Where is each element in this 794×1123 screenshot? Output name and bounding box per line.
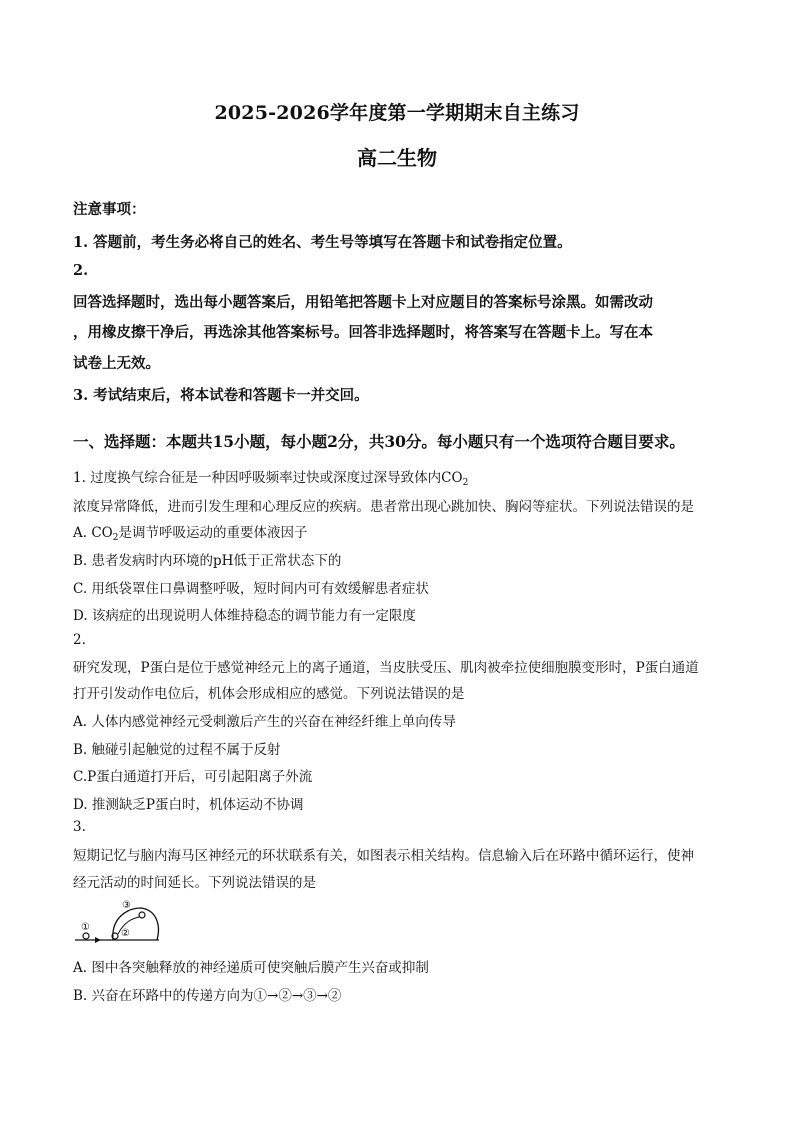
q2-option-b: B. 触碰引起触觉的过程不属于反射 — [73, 742, 281, 758]
q1-option-a — [73, 521, 733, 543]
q1-option-b: B. 患者发病时内环境的pH低于正常状态下的 — [73, 553, 342, 569]
notice-heading: 注意事项： — [73, 201, 146, 218]
q1-stem-text: 1. 过度换气综合征是一种因呼吸频率过快或深度过深导致体内CO — [73, 470, 463, 486]
section-1-heading: 一、选择题：本题共15小题，每小题2分，共30分。每小题只有一个选项符合题目要求。 — [73, 432, 685, 451]
notice-item-2-line-2: ，用橡皮擦干净后，再选涂其他答案标号。回答非选择题时，将答案写在答题卡上。写在本 — [73, 324, 653, 341]
label-3: ③ — [122, 900, 131, 911]
label-1: ① — [81, 922, 90, 933]
q2-option-d: D. 推测缺乏P蛋白时，机体运动不协调 — [73, 797, 304, 813]
q2-option-a: A. 人体内感觉神经元受刺激后产生的兴奋在神经纤维上单向传导 — [73, 714, 456, 730]
notice-item-2-line-1: 回答选择题时，选出每小题答案后，用铅笔把答题卡上对应题目的答案标号涂黑。如需改动 — [73, 294, 653, 311]
loop-arc — [113, 908, 159, 940]
exam-subject: 高二生物 — [357, 146, 437, 170]
q1-option-a-subscript: 2 — [112, 533, 119, 543]
q1-option-d: D. 该病症的出现说明人体维持稳态的调节能力有一定限度 — [73, 608, 416, 624]
arrow-icon — [95, 937, 101, 943]
notice-item-2-number: 2. — [73, 262, 89, 279]
q1-option-a-post: 是调节呼吸运动的重要体液因子 — [118, 525, 308, 541]
notice-item-1: 1. 答题前，考生务必将自己的姓名、考生号等填写在答题卡和试卷指定位置。 — [73, 234, 572, 251]
notice-item-2-line-3: 试卷上无效。 — [73, 355, 160, 372]
q3-stem-line-1: 短期记忆与脑内海马区神经元的环状联系有关，如图表示相关结构。信息输入后在环路中循环运行，使神 — [73, 848, 694, 864]
q2-option-c: C.P蛋白通道打开后，可引起阳离子外流 — [73, 769, 313, 785]
neural-loop-diagram — [73, 896, 163, 948]
q3-option-a: A. 图中各突触释放的神经递质可使突触后膜产生兴奋或抑制 — [73, 960, 429, 976]
neuron-3 — [139, 912, 145, 918]
q2-stem-line-1: 研究发现，P蛋白是位于感觉神经元上的离子通道，当皮肤受压、肌肉被牵拉使细胞膜变形时，P蛋白通道 — [73, 660, 699, 676]
q1-stem-line-1 — [73, 466, 733, 488]
q2-stem-line-2: 打开引发动作电位后，机体会形成相应的感觉。下列说法错误的是 — [73, 686, 465, 702]
q3-option-b: B. 兴奋在环路中的传递方向为①→②→③→② — [73, 988, 342, 1004]
q3-number: 3. — [73, 819, 86, 835]
exam-title: 2025-2026学年度第一学期期末自主练习 — [214, 102, 580, 124]
neuron-1 — [83, 933, 89, 939]
q2-number: 2. — [73, 632, 86, 648]
q1-option-c: C. 用纸袋罩住口鼻调整呼吸，短时间内可有效缓解患者症状 — [73, 581, 429, 597]
q3-stem-line-2: 经元活动的时间延长。下列说法错误的是 — [73, 875, 316, 891]
label-2: ② — [121, 928, 130, 939]
q1-stem-subscript: 2 — [462, 478, 469, 488]
notice-item-3: 3. 考试结束后，将本试卷和答题卡一并交回。 — [73, 387, 369, 404]
q1-stem-line-2: 浓度异常降低，进而引发生理和心理反应的疾病。患者常出现心跳加快、胸闷等症状。下列说法错误的是 — [73, 499, 694, 515]
q1-option-a-pre: A. CO — [73, 525, 113, 541]
